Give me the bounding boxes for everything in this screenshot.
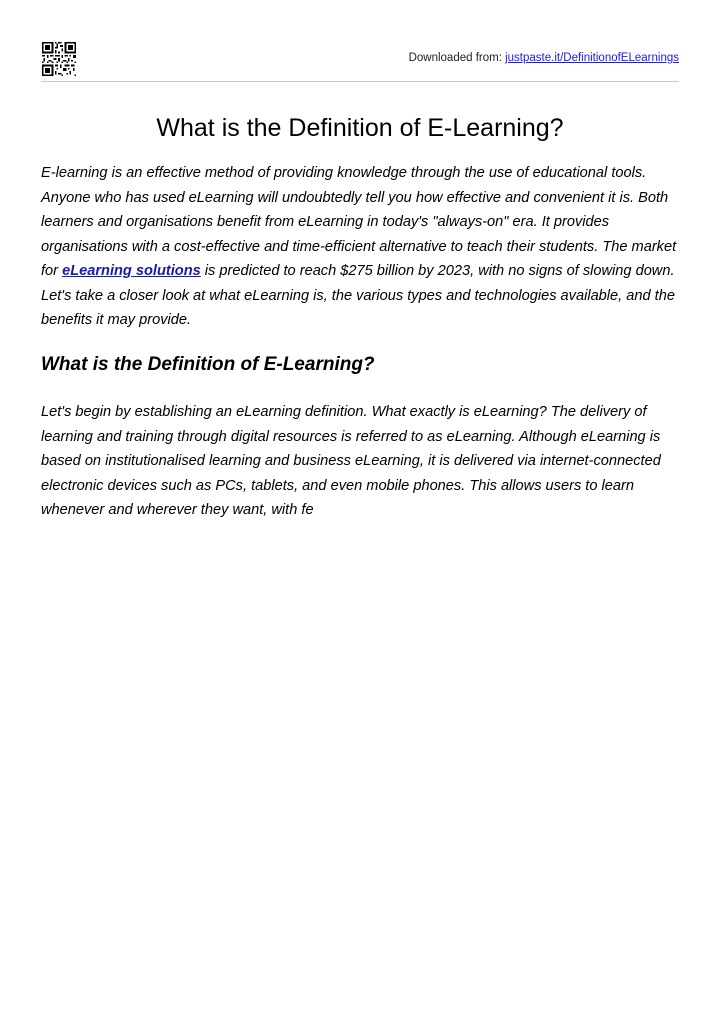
elearning-solutions-link[interactable]: eLearning solutions — [62, 263, 201, 279]
download-source-label: Downloaded from: — [408, 52, 502, 64]
intro-paragraph — [41, 161, 681, 333]
section-paragraph: Let's begin by establishing an eLearning definition. What exactly is eLearning? The delivery of learning and training through digital resources is referred to as eLearning. Although eLearning is based on institutionalised learning and business eLearning, it is delivered via internet-connected electronic devices such as PCs, tablets, and even mobile phones. This allows users to learn whenever and wherever they want, with fe — [41, 404, 661, 518]
qr-code-icon — [42, 42, 76, 76]
page-title: What is the Definition of E-Learning? — [156, 114, 564, 142]
download-source-link[interactable]: justpaste.it/DefinitionofELearnings — [505, 52, 679, 64]
download-source — [409, 52, 679, 64]
intro-text-after-link: is predicted to reach $275 billion by 2023, with no signs of slowing down. Let's take a closer look at what eLearning is, the various types and technologies available, and the benefits it may provide. — [41, 263, 675, 328]
intro-text-before-link: E-learning is an effective method of providing knowledge through the use of educational tools. Anyone who has used eLearning will undoubtedly tell you how effective and convenient it is. Both learners and organisations benefit from eLearning in today's "always-on" era. It provides organisations with a cost-effective and time-efficient alternative to teach their students. The market for — [41, 165, 677, 279]
section-heading: What is the Definition of E-Learning? — [41, 354, 375, 375]
header-divider — [41, 81, 679, 82]
